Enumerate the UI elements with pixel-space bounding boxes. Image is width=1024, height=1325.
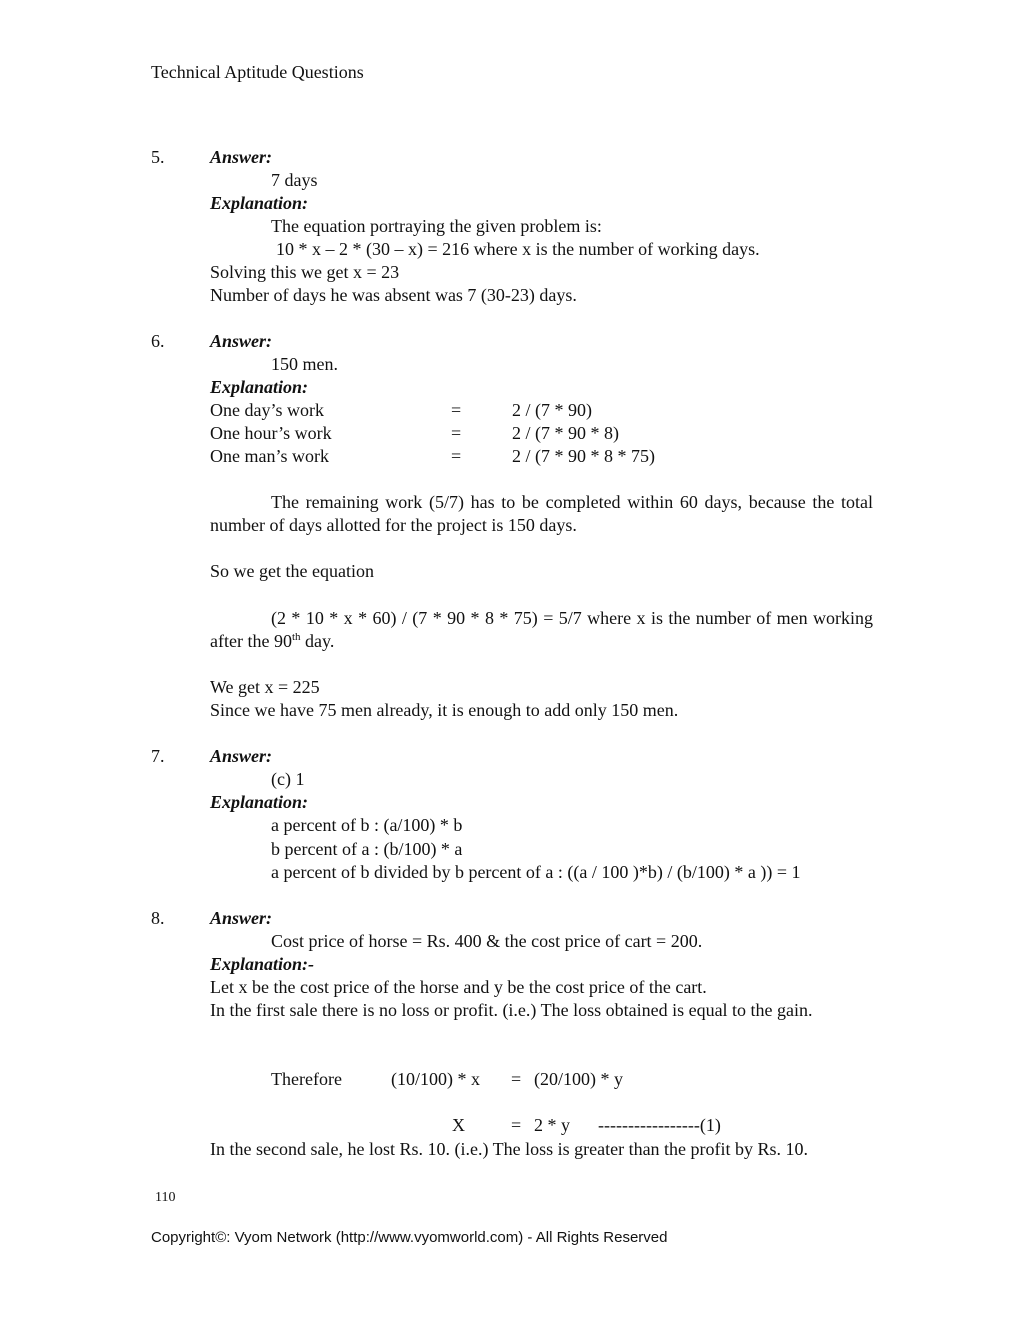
explanation-paragraph: In the second sale, he lost Rs. 10. (i.e.) The loss is greater than the profit by Rs. 10. <box>210 1139 809 1159</box>
explanation-line: Since we have 75 men already, it is enough to add only 150 men. <box>210 700 679 720</box>
equation-line: 10 * x – 2 * (30 – x) = 216 where x is the number of working days. <box>276 239 760 259</box>
explanation-label: Explanation: <box>210 193 309 213</box>
work-row-value: 2 / (7 * 90 * 8) <box>512 423 619 443</box>
explanation-line: Solving this we get x = 23 <box>210 262 400 282</box>
work-row-label: One hour’s work <box>210 423 332 443</box>
answer-text: 7 days <box>271 170 318 190</box>
equation-right: (20/100) * y <box>534 1069 623 1089</box>
copyright-footer: Copyright©: Vyom Network (http://www.vyomworld.com) - All Rights Reserved <box>151 1229 668 1246</box>
explanation-line: The equation portraying the given problem is: <box>271 216 602 236</box>
explanation-label: Explanation: <box>210 792 309 812</box>
work-row-equals: = <box>451 400 462 420</box>
equation-left: X <box>452 1115 465 1135</box>
page-number: 110 <box>155 1190 176 1205</box>
work-row-value: 2 / (7 * 90) <box>512 400 592 420</box>
explanation-line: So we get the equation <box>210 561 374 581</box>
explanation-label: Explanation:- <box>210 954 315 974</box>
explanation-label: Explanation: <box>210 377 309 397</box>
equation-reference: -----------------(1) <box>598 1115 721 1135</box>
work-row-label: One day’s work <box>210 400 324 420</box>
equation-label: Therefore <box>271 1069 342 1089</box>
equation-paragraph: (2 * 10 * x * 60) / (7 * 90 * 8 * 75) = 5/7 where x is the number of men working after the 90th day. <box>210 608 873 651</box>
explanation-line: We get x = 225 <box>210 677 320 697</box>
question-number: 7. <box>151 746 165 766</box>
answer-text: (c) 1 <box>271 769 305 789</box>
page-header: Technical Aptitude Questions <box>151 62 364 82</box>
equation-right: 2 * y <box>534 1115 570 1135</box>
answer-text: Cost price of horse = Rs. 400 & the cost price of cart = 200. <box>271 931 703 951</box>
work-row-value: 2 / (7 * 90 * 8 * 75) <box>512 446 655 466</box>
answer-label: Answer: <box>210 746 273 766</box>
work-row-equals: = <box>451 423 462 443</box>
equation-left: (10/100) * x <box>391 1069 480 1089</box>
explanation-line: a percent of b divided by b percent of a : ((a / 100 )*b) / (b/100) * a )) = 1 <box>271 862 801 882</box>
explanation-line: a percent of b : (a/100) * b <box>271 815 463 835</box>
equation-equals: = <box>511 1115 522 1135</box>
question-number: 6. <box>151 331 165 351</box>
work-row-label: One man’s work <box>210 446 329 466</box>
equation-equals: = <box>511 1069 522 1089</box>
explanation-paragraph: The remaining work (5/7) has to be completed within 60 days, because the total number of days allotted for the project is 150 days. <box>210 492 873 535</box>
explanation-paragraph: In the first sale there is no loss or profit. (i.e.) The loss obtained is equal to the gain. <box>210 1000 813 1020</box>
explanation-line: Number of days he was absent was 7 (30-23) days. <box>210 285 577 305</box>
explanation-line: Let x be the cost price of the horse and y be the cost price of the cart. <box>210 977 707 997</box>
answer-text: 150 men. <box>271 354 338 374</box>
explanation-line: b percent of a : (b/100) * a <box>271 839 463 859</box>
answer-label: Answer: <box>210 331 273 351</box>
work-row-equals: = <box>451 446 462 466</box>
answer-label: Answer: <box>210 147 273 167</box>
question-number: 5. <box>151 147 165 167</box>
ordinal-superscript: th <box>291 631 301 643</box>
question-number: 8. <box>151 908 165 928</box>
answer-label: Answer: <box>210 908 273 928</box>
